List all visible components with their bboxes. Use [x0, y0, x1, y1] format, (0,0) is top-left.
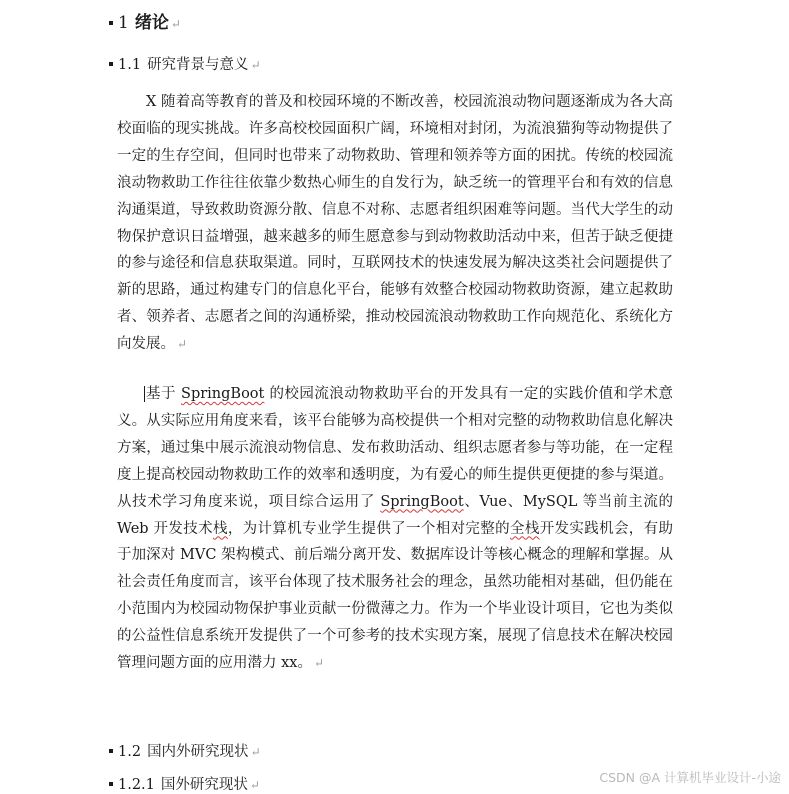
spellcheck-word: SpringBoot	[181, 386, 265, 402]
spellcheck-word: 栈	[212, 520, 228, 537]
heading-title: 绪论	[134, 13, 169, 33]
heading-section-1-2-1[interactable]	[109, 773, 260, 794]
heading-number: 1	[118, 13, 129, 33]
csdn-watermark: CSDN @A 计算机毕业设计-小途	[599, 770, 781, 785]
paragraph-text: 开发实践机会，有助于加深对 MVC 架构模式、前后端分离开发、数据库设计等核心概念的理解和掌握。从社会责任角度而言，该平台体现了技术服务社会的理念，虽然功能相对基础，但仍能在小范围内为校园动物保护事业贡献一份微薄之力。作为一个毕业设计项目，它也为类似的公益性信息系统开发提供了一个可参考的技术实现方案，展现了信息技术在解决校园管理问题方面的应用潜力 xx。	[117, 520, 674, 672]
list-bullet	[109, 62, 113, 66]
paragraph-text: 的校园流浪动物救助平台的开发具有一定的实践价值和学术意义。从实际应用角度来看，该平台能够为高校提供一个相对完整的动物救助信息化解决方案，通过集中展示流浪动物信息、发布救助活动、组织志愿者参与等功能，在一定程度上提高校园动物救助工作的效率和透明度，为有爱心的师生提供更便捷的参与渠道。从技术学习角度来说，项目综合运用了	[117, 386, 674, 510]
spellcheck-word: SpringBoot	[380, 493, 464, 510]
list-bullet	[109, 749, 113, 753]
list-bullet	[109, 782, 113, 786]
paragraph-text: ，为计算机专业学生提供了一个相对完整的	[227, 520, 510, 537]
paragraph-mark-icon: ↵	[249, 778, 260, 792]
heading-title: 国内外研究现状	[147, 744, 249, 760]
heading-title: 研究背景与意义	[147, 57, 249, 73]
heading-number: 1.1	[118, 57, 142, 73]
paragraph-mark-icon: ↵	[313, 656, 325, 671]
heading-number: 1.2.1	[118, 777, 155, 793]
paragraph-mark-icon: ↵	[250, 58, 261, 72]
paragraph-text: 、Vue、MySQL 等当前主流的 Web 开发技术	[117, 493, 674, 537]
spellcheck-word: 全栈	[510, 520, 540, 537]
paragraph-mark-icon: ↵	[177, 337, 188, 352]
paragraph-mark-icon: ↵	[250, 745, 261, 759]
body-paragraph-background[interactable]	[117, 89, 673, 358]
heading-section-1-2[interactable]	[109, 740, 261, 761]
heading-section-1-1[interactable]	[109, 53, 261, 74]
paragraph-text: X 随着高等教育的普及和校园环境的不断改善，校园流浪动物问题逐渐成为各大高校面临的现实挑战。许多高校校园面积广阔，环境相对封闭，为流浪猫狗等动物提供了一定的生存空间，但同时也带来了动物救助、管理和领养等方面的困扰。传统的校园流浪动物救助工作往往依靠少数热心师生的自发行为，缺乏统一的管理平台和有效的信息沟通渠道，导致救助资源分散、信息不对称、志愿者组织困难等问题。当代大学生的动物保护意识日益增强，越来越多的师生愿意参与到动物救助活动中来，但苦于缺乏便捷的参与途径和信息获取渠道。同时，互联网技术的快速发展为解决这类社会问题提供了新的思路，通过构建专门的信息化平台，能够有效整合校园动物救助资源，建立起救助者、领养者、志愿者之间的沟通桥梁，推动校园流浪动物救助工作向规范化、系统化方向发展。	[117, 94, 673, 353]
body-paragraph-significance[interactable]	[117, 381, 673, 677]
heading-title: 国外研究现状	[160, 777, 248, 793]
list-bullet	[109, 21, 113, 25]
paragraph-text: 基于	[146, 386, 182, 402]
paragraph-mark-icon: ↵	[170, 17, 181, 31]
heading-number: 1.2	[118, 744, 142, 760]
heading-chapter-1[interactable]	[109, 8, 181, 33]
